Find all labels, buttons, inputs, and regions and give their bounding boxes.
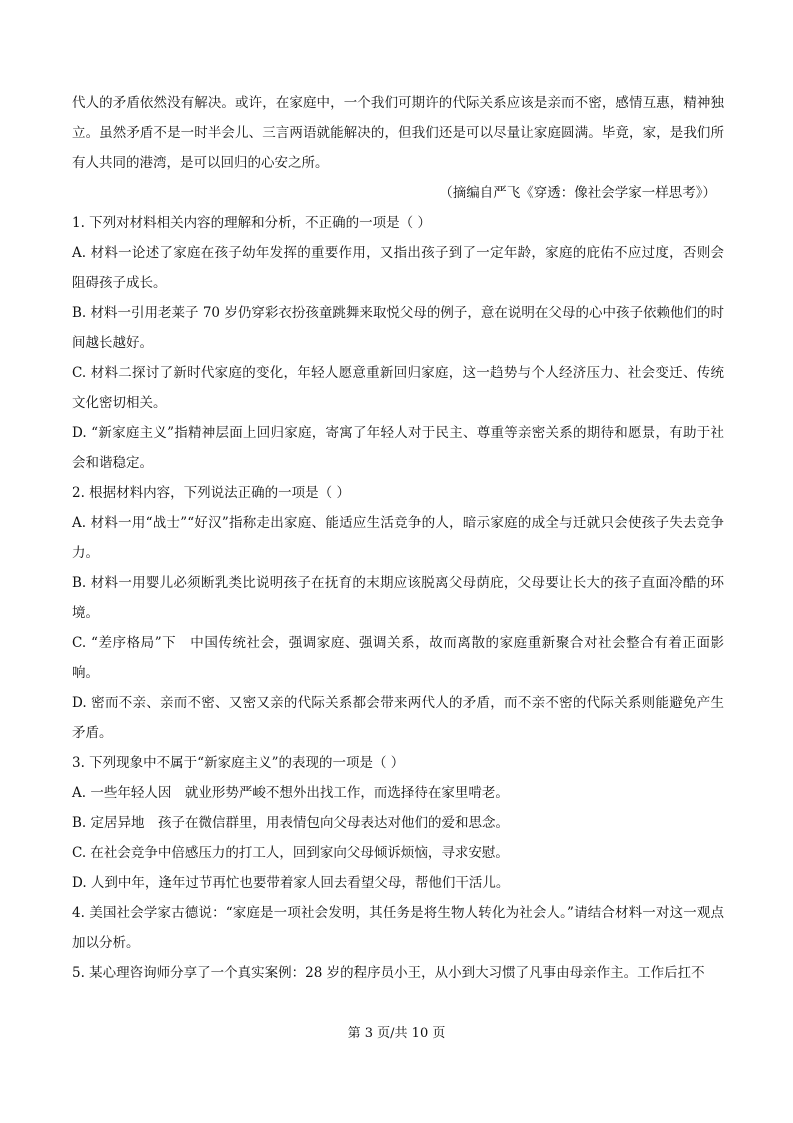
- page-content: [72, 88, 724, 988]
- question-1: [72, 208, 724, 478]
- question-stem: 5. 某心理咨询师分享了一个真实案例：28 岁的程序员小王，从小到大习惯了凡事由母亲作主。工作后扛不: [72, 965, 705, 981]
- option-d: D. 密而不亲、亲而不密、又密又亲的代际关系都会带来两代人的矛盾，而不亲不密的代际关系则能避免产生矛盾。: [72, 695, 724, 741]
- passage-text: 代人的矛盾依然没有解决。或许，在家庭中，一个我们可期许的代际关系应该是亲而不密，感情互惠，精神独立。虽然矛盾不是一时半会儿、三言两语就能解决的，但我们还是可以尽量让家庭圆满。毕竟，家，是我们所有人共同的港湾，是可以回归的心安之所。: [72, 95, 724, 171]
- option-c: C. 在社会竞争中倍感压力的打工人，回到家向父母倾诉烦恼，寻求安慰。: [72, 845, 509, 861]
- question-stem: 2. 根据材料内容，下列说法正确的一项是（ ）: [72, 485, 350, 501]
- question-stem: 4. 美国社会学家古德说：“家庭是一项社会发明，其任务是将生物人转化为社会人。”请结合材料一对这一观点加以分析。: [72, 905, 724, 951]
- option-c: C. 材料二探讨了新时代家庭的变化，年轻人愿意重新回归家庭，这一趋势与个人经济压力、社会变迁、传统文化密切相关。: [72, 365, 724, 411]
- question-5: [72, 958, 724, 988]
- option-d: D. “新家庭主义”指精神层面上回归家庭，寄寓了年轻人对于民主、尊重等亲密关系的期待和愿景，有助于社会和谐稳定。: [72, 425, 724, 471]
- option-b: B. 定居异地 孩子在微信群里，用表情包向父母表达对他们的爱和思念。: [72, 815, 510, 831]
- passage-source: （摘编自严飞《穿透：像社会学家一样思考》）: [439, 185, 716, 201]
- question-stem: 3. 下列现象中不属于“新家庭主义”的表现的一项是（ ）: [72, 755, 405, 771]
- option-c: C. “差序格局”下 中国传统社会，强调家庭、强调关系，故而离散的家庭重新聚合对社会整合有着正面影响。: [72, 635, 724, 681]
- question-3: [72, 748, 724, 898]
- question-2: [72, 478, 724, 748]
- option-a: A. 材料一论述了家庭在孩子幼年发挥的重要作用，又指出孩子到了一定年龄，家庭的庇佑不应过度，否则会阻碍孩子成长。: [72, 245, 724, 291]
- option-b: B. 材料一引用老莱子 70 岁仍穿彩衣扮孩童跳舞来取悦父母的例子，意在说明在父母的心中孩子依赖他们的时间越长越好。: [72, 305, 724, 351]
- page-footer: 第 3 页/共 10 页: [347, 1026, 446, 1041]
- option-a: A. 材料一用“战士”“好汉”指称走出家庭、能适应生活竞争的人，暗示家庭的成全与迁就只会使孩子失去竞争力。: [72, 515, 724, 561]
- question-stem: 1. 下列对材料相关内容的理解和分析，不正确的一项是（ ）: [72, 215, 431, 231]
- option-d: D. 人到中年，逢年过节再忙也要带着家人回去看望父母，帮他们干活儿。: [72, 875, 510, 891]
- option-a: A. 一些年轻人因 就业形势严峻不想外出找工作，而选择待在家里啃老。: [72, 785, 509, 801]
- option-b: B. 材料一用婴儿必须断乳类比说明孩子在抚育的末期应该脱离父母荫庇，父母要让长大的孩子直面冷酷的环境。: [72, 575, 724, 621]
- question-4: [72, 898, 724, 958]
